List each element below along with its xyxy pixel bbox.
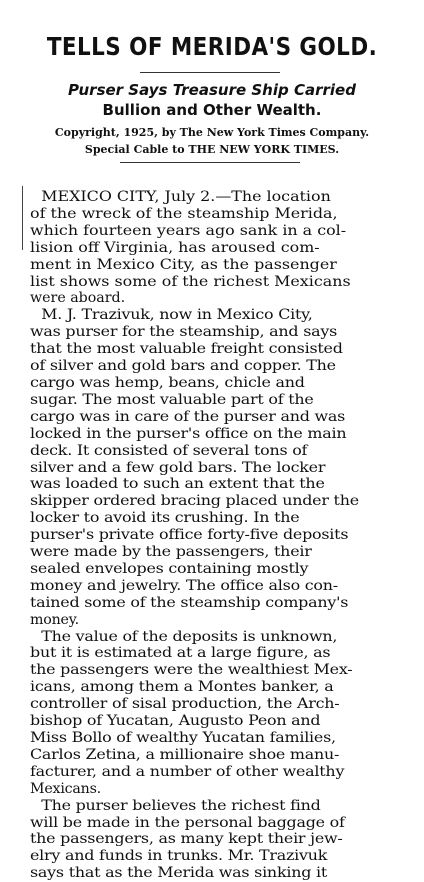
body-line: list shows some of the richest Mexicans bbox=[30, 273, 351, 290]
article-body bbox=[30, 189, 390, 882]
body-line: money and jewelry. The office also con- bbox=[30, 577, 338, 594]
body-line: which fourteen years ago sank in a col- bbox=[30, 222, 347, 239]
body-line: Carlos Zetina, a millionaire shoe manu- bbox=[30, 746, 340, 763]
body-line: sugar. The most valuable part of the bbox=[30, 391, 314, 408]
body-line: M. J. Trazivuk, now in Mexico City, bbox=[41, 307, 313, 324]
body-line: cargo was hemp, beans, chicle and bbox=[30, 374, 305, 391]
body-line: facturer, and a number of other wealthy bbox=[30, 763, 345, 780]
body-line: locked in the purser's office on the main bbox=[30, 425, 347, 442]
body-line: says that as the Merida was sinking it bbox=[30, 865, 328, 882]
body-line: were aboard. bbox=[30, 290, 126, 307]
body-line: the passengers were the wealthiest Mex- bbox=[30, 662, 353, 679]
body-line: lision off Virginia, has aroused com- bbox=[30, 239, 320, 256]
body-line: Miss Bollo of wealthy Yucatan families, bbox=[30, 730, 336, 746]
body-line: the passengers, as many kept their jew- bbox=[30, 831, 343, 848]
cable-line: Special Cable to THE NEW YORK TIMES. bbox=[84, 143, 340, 156]
body-line: but it is estimated at a large figure, as bbox=[30, 645, 331, 662]
copyright-line: Copyright, 1925, by The New York Times Company. bbox=[54, 126, 370, 139]
body-line: cargo was in care of the purser and was bbox=[30, 408, 346, 425]
body-line: bishop of Yucatan, Augusto Peon and bbox=[30, 713, 321, 730]
body-line: elry and funds in trunks. Mr. Trazivuk bbox=[30, 848, 328, 865]
body-line: silver and a few gold bars. The locker bbox=[30, 459, 326, 476]
subhead-line-1: Purser Says Treasure Ship Carried bbox=[68, 81, 356, 99]
body-line: was loaded to such an extent that the bbox=[30, 476, 325, 493]
body-line: will be made in the personal baggage of bbox=[30, 814, 345, 831]
body-line: MEXICO CITY, July 2.—The location bbox=[41, 189, 331, 205]
body-line: that the most valuable freight consisted bbox=[30, 341, 343, 358]
subheadline bbox=[0, 80, 424, 120]
body-line: of silver and gold bars and copper. The bbox=[30, 358, 336, 375]
headline-divider bbox=[140, 72, 280, 73]
body-line: purser's private office forty-five deposits bbox=[30, 527, 349, 544]
body-line: locker to avoid its crushing. In the bbox=[30, 510, 300, 527]
body-line: The purser believes the richest find bbox=[41, 797, 321, 814]
body-line: ment in Mexico City, as the passenger bbox=[30, 256, 337, 273]
section-divider bbox=[120, 162, 300, 163]
body-line: skipper ordered bracing placed under the bbox=[30, 493, 359, 510]
body-line: Mexicans. bbox=[30, 780, 101, 797]
body-line: were made by the passengers, their bbox=[30, 544, 312, 561]
body-line: deck. It consisted of several tons of bbox=[30, 442, 308, 459]
body-line: tained some of the steamship company's bbox=[30, 594, 349, 611]
body-line: The value of the deposits is unknown, bbox=[41, 628, 338, 645]
headline: TELLS OF MERIDA'S GOLD. bbox=[46, 32, 378, 61]
body-line: sealed envelopes containing mostly bbox=[30, 560, 309, 577]
body-line: icans, among them a Montes banker, a bbox=[30, 679, 334, 696]
body-line: was purser for the steamship, and says bbox=[30, 324, 338, 341]
margin-mark bbox=[22, 186, 23, 250]
body-line: controller of sisal production, the Arch- bbox=[30, 696, 340, 713]
body-line: money. bbox=[30, 611, 79, 628]
subhead-line-2: Bullion and Other Wealth. bbox=[102, 101, 322, 119]
body-line: of the wreck of the steamship Merida, bbox=[30, 205, 338, 222]
copyright-block bbox=[0, 124, 424, 158]
